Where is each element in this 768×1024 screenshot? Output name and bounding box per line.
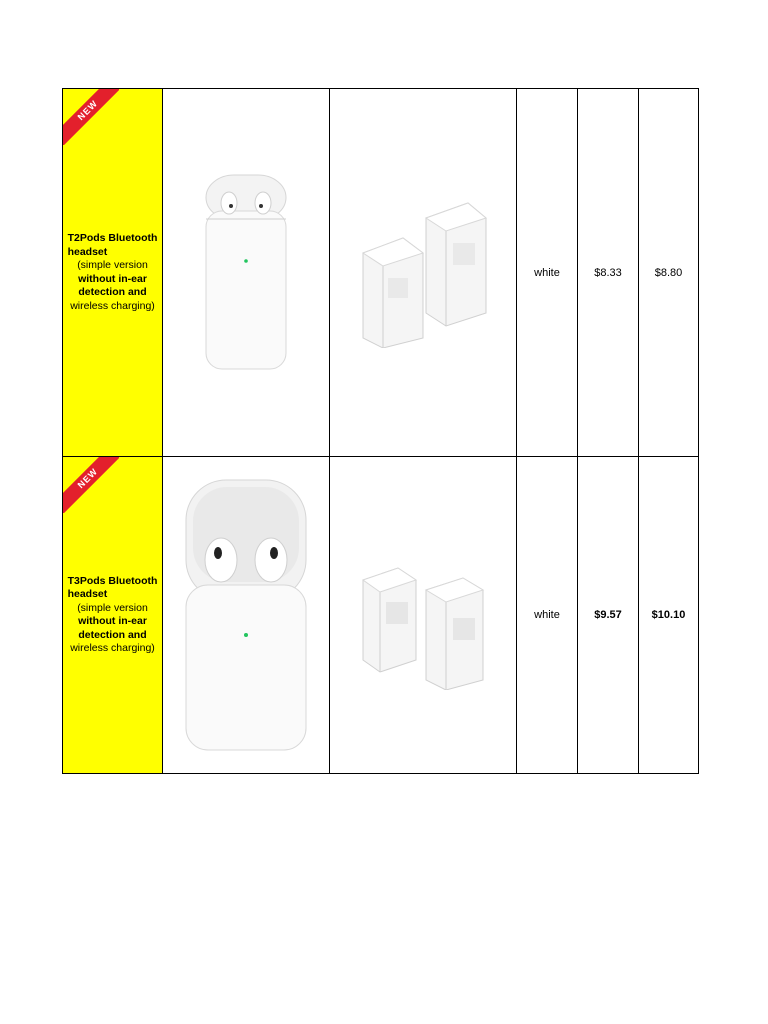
product-name-line: (simple version — [77, 601, 148, 614]
product-name — [66, 232, 160, 313]
product-name — [66, 575, 160, 656]
price-cell: $8.33 — [578, 89, 639, 457]
new-badge-label: NEW — [63, 457, 119, 513]
product-name-line: without in-ear — [78, 615, 147, 627]
product-name-line: detection and — [78, 286, 147, 298]
product-image-cell — [163, 89, 330, 457]
packaging-image-cell — [330, 457, 517, 774]
product-name-line: (simple version — [77, 259, 148, 271]
earbuds-case-image — [181, 475, 311, 755]
product-table — [62, 88, 699, 774]
product-name-line: T2Pods Bluetooth — [67, 232, 158, 244]
product-name-cell — [63, 89, 163, 457]
product-name-cell — [63, 457, 163, 774]
price-cell: $9.57 — [578, 457, 639, 774]
product-name-line: T3Pods Bluetooth — [67, 574, 158, 587]
table-row — [63, 457, 699, 774]
color-cell: white — [517, 457, 578, 774]
new-badge — [63, 89, 119, 145]
packaging-image — [358, 540, 488, 690]
packaging-image-cell — [330, 89, 517, 457]
color-cell: white — [517, 89, 578, 457]
table-row — [63, 89, 699, 457]
product-name-line: wireless charging) — [70, 299, 155, 312]
product-name-line: headset — [67, 588, 108, 600]
packaging-image — [358, 198, 488, 348]
product-name-line: wireless charging) — [70, 642, 155, 654]
new-badge — [63, 457, 119, 513]
price-cell: $8.80 — [639, 89, 699, 457]
product-name-line: detection and — [78, 628, 147, 641]
price-cell: $10.10 — [639, 457, 699, 774]
product-name-line: headset — [67, 245, 108, 258]
product-image-cell — [163, 457, 330, 774]
new-badge-label: NEW — [63, 89, 119, 145]
product-name-line: without in-ear — [78, 272, 147, 285]
earbuds-case-image — [201, 173, 291, 373]
